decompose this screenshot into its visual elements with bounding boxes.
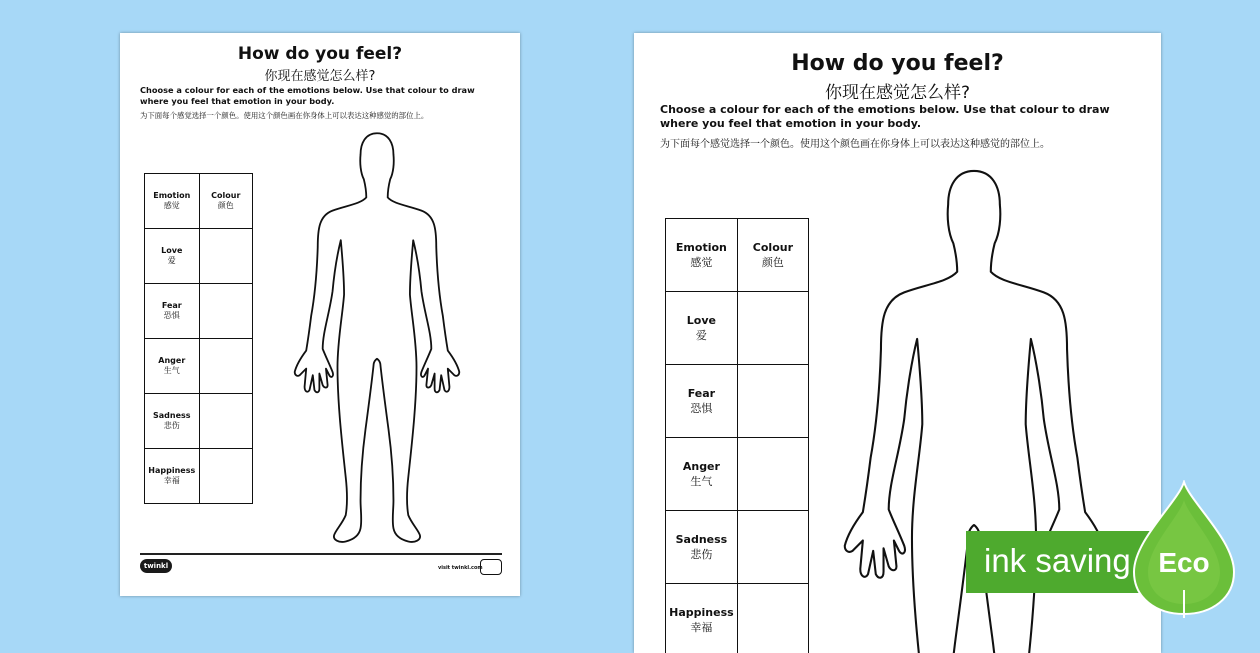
worksheet-title: How do you feel? xyxy=(634,51,1161,76)
header-colour: Colour 颜色 xyxy=(737,219,808,292)
emotion-cell: Anger 生气 xyxy=(145,339,200,394)
emotion-table xyxy=(144,173,253,504)
colour-cell xyxy=(199,449,252,504)
colour-cell xyxy=(737,365,808,438)
body-outline-illustration xyxy=(258,125,496,553)
table-header-row xyxy=(145,174,253,229)
table-row xyxy=(145,284,253,339)
ink-saving-label: ink saving xyxy=(984,542,1131,580)
worksheet-title: How do you feel? xyxy=(120,44,520,64)
worksheet-subtitle: 你现在感觉怎么样? xyxy=(120,65,520,84)
quality-badge xyxy=(480,559,502,575)
emotion-cell: Happiness 幸福 xyxy=(666,584,738,653)
table-row xyxy=(666,438,809,511)
instruction-chinese: 为下面每个感觉选择一个颜色。使用这个颜色画在你身体上可以表达这种感觉的部位上。 xyxy=(140,110,510,121)
instruction-english: Choose a colour for each of the emotions below. Use that colour to draw where you feel that emotion in your body. xyxy=(140,85,505,106)
table-row xyxy=(666,292,809,365)
header-emotion: Emotion 感觉 xyxy=(666,219,738,292)
eco-label: Eco xyxy=(1158,547,1209,578)
eco-leaf-drop-icon xyxy=(1130,480,1238,620)
table-row xyxy=(145,394,253,449)
worksheet-preview-full xyxy=(120,33,520,596)
table-row xyxy=(145,339,253,394)
emotion-cell: Love 爱 xyxy=(666,292,738,365)
colour-cell xyxy=(737,438,808,511)
colour-cell xyxy=(199,394,252,449)
table-header-row xyxy=(666,219,809,292)
worksheet-subtitle: 你现在感觉怎么样? xyxy=(634,78,1161,103)
emotion-cell: Sadness 悲伤 xyxy=(145,394,200,449)
emotion-cell: Fear 恐惧 xyxy=(666,365,738,438)
twinkl-logo: twinkl xyxy=(140,559,172,573)
emotion-cell: Fear 恐惧 xyxy=(145,284,200,339)
instruction-english: Choose a colour for each of the emotions below. Use that colour to draw where you feel that emotion in your body. xyxy=(660,103,1145,131)
table-row xyxy=(666,584,809,653)
emotion-table xyxy=(665,218,809,653)
colour-cell xyxy=(199,339,252,394)
footer-url: visit twinkl.com xyxy=(438,565,483,571)
table-row xyxy=(666,511,809,584)
emotion-cell: Happiness 幸福 xyxy=(145,449,200,504)
instruction-chinese: 为下面每个感觉选择一个颜色。使用这个颜色画在你身体上可以表达这种感觉的部位上。 xyxy=(660,135,1150,150)
header-emotion: Emotion 感觉 xyxy=(145,174,200,229)
colour-cell xyxy=(199,284,252,339)
emotion-cell: Anger 生气 xyxy=(666,438,738,511)
emotion-cell: Love 爱 xyxy=(145,229,200,284)
colour-cell xyxy=(737,511,808,584)
table-row xyxy=(145,449,253,504)
header-colour: Colour 颜色 xyxy=(199,174,252,229)
colour-cell xyxy=(737,584,808,653)
table-row xyxy=(666,365,809,438)
colour-cell xyxy=(199,229,252,284)
colour-cell xyxy=(737,292,808,365)
table-row xyxy=(145,229,253,284)
footer-divider xyxy=(140,553,502,555)
emotion-cell: Sadness 悲伤 xyxy=(666,511,738,584)
